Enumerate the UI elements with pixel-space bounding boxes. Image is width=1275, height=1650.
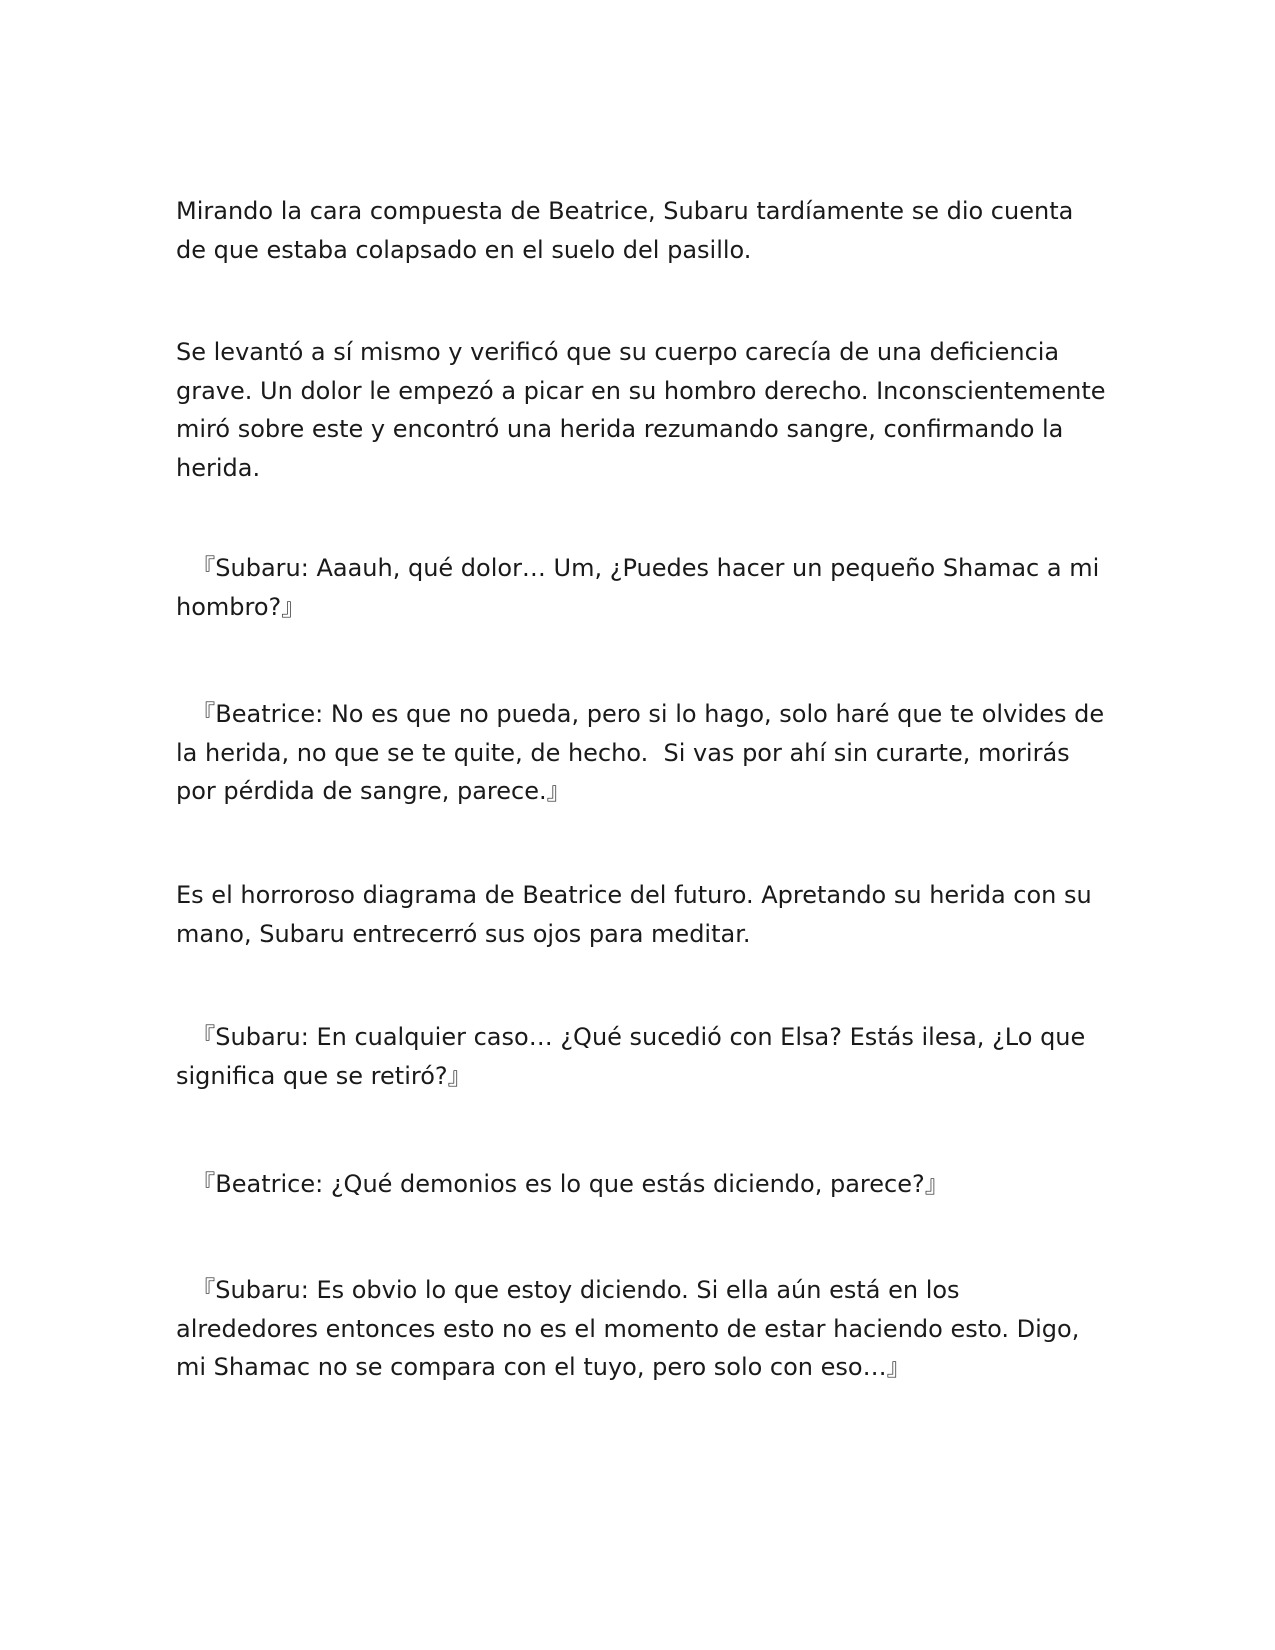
dialogue-subaru-3: 『Subaru: Es obvio lo que estoy diciendo. Si ella aún está en los alrededores entonces esto no es el momento de estar haciendo esto. Digo, mi Shamac no se compara con el tuyo, pero solo con eso…』 [176,1276,1087,1381]
dialogue-subaru-2: 『Subaru: En cualquier caso… ¿Qué sucedió con Elsa? Estás ilesa, ¿Lo que significa que se retiró?』 [176,1023,1093,1090]
dialogue-beatrice-2: 『Beatrice: ¿Qué demonios es lo que estás diciendo, parece?』 [176,1170,949,1198]
dialogue-beatrice-1: 『Beatrice: No es que no pueda, pero si lo hago, solo haré que te olvides de la herida, no que se te quite, de hecho. Si vas por ahí sin curarte, morirás por pérdida de sangre, parece.』 [176,700,1112,805]
narration-paragraph-1: Mirando la cara compuesta de Beatrice, Subaru tardíamente se dio cuenta de que estaba colapsado en el suelo del pasillo. [176,197,1081,264]
dialogue-subaru-1: 『Subaru: Aaauh, qué dolor… Um, ¿Puedes hacer un pequeño Shamac a mi hombro?』 [176,554,1107,621]
narration-paragraph-2: Se levantó a sí mismo y verificó que su cuerpo carecía de una deficiencia grave. Un dolor le empezó a picar en su hombro derecho. Inconscientemente miró sobre este y encontró una herida rezumando sangre, confirmando la herida. [176,338,1114,482]
narration-paragraph-3: Es el horroroso diagrama de Beatrice del futuro. Apretando su herida con su mano, Subaru entrecerró sus ojos para meditar. [176,881,1100,948]
